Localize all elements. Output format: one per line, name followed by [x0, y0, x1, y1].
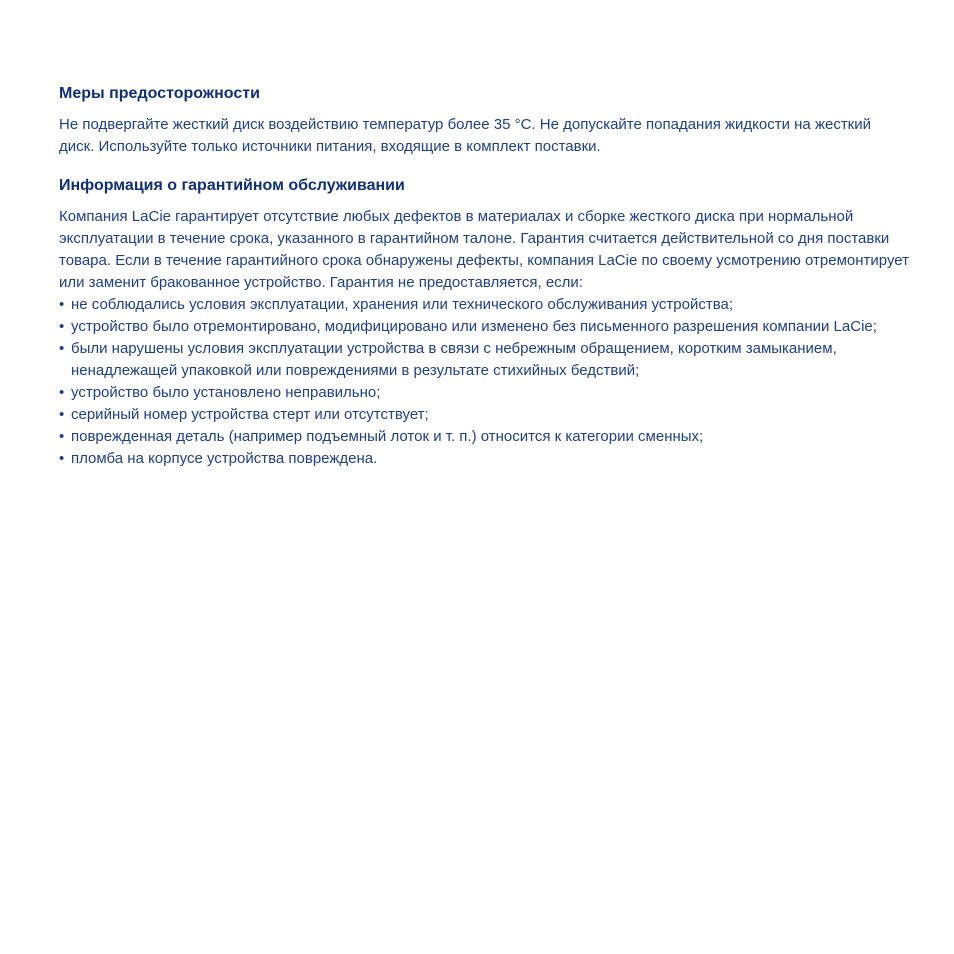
- precautions-heading: Меры предосторожности: [59, 85, 260, 102]
- list-item-text: серийный номер устройства стерт или отсутствует;: [71, 406, 429, 423]
- list-item-text: поврежденная деталь (например подъемный лоток и т. п.) относится к категории сменных;: [71, 428, 704, 445]
- precautions-text: Не подвергайте жесткий диск воздействию температур более 35 °C. Не допускайте попадания жидкости на жесткий диск. Используйте только источники питания, входящие в комплект поставки.: [59, 116, 872, 155]
- list-item-text: были нарушены условия эксплуатации устройства в связи с небрежным обращением, коротким замыканием, ненадлежащей упаковкой или повреждениями в результате стихийных бедствий;: [71, 340, 837, 379]
- document-content: [59, 82, 909, 470]
- list-item-text: устройство было отремонтировано, модифицировано или изменено без письменного разрешения компании LaCie;: [71, 318, 877, 335]
- warranty-exclusions-list: [59, 294, 909, 470]
- bullet: •: [59, 318, 65, 335]
- warranty-heading: Информация о гарантийном обслуживании: [59, 177, 405, 194]
- list-item: [59, 382, 909, 404]
- list-item: [59, 426, 909, 448]
- list-item: [59, 404, 909, 426]
- list-item: [59, 294, 909, 316]
- list-item-text: пломба на корпусе устройства повреждена.: [71, 450, 378, 467]
- list-item: [59, 338, 909, 382]
- warranty-text: Компания LaCie гарантирует отсутствие любых дефектов в материалах и сборке жесткого диска при нормальной эксплуатации в течение срока, указанного в гарантийном талоне. Гарантия считается действительной со дня поставки товара. Если в течение гарантийного срока обнаружены дефекты, компания LaCie по своему усмотрению отремонтирует или заменит бракованное устройство. Гарантия не предоставляется, если:: [59, 208, 909, 291]
- list-item: [59, 316, 909, 338]
- bullet: •: [59, 384, 65, 401]
- bullet: •: [59, 340, 65, 357]
- bullet: •: [59, 406, 65, 423]
- list-item-text: не соблюдались условия эксплуатации, хранения или технического обслуживания устройства;: [71, 296, 734, 313]
- bullet: •: [59, 296, 65, 313]
- list-item-text: устройство было установлено неправильно;: [71, 384, 381, 401]
- list-item: [59, 448, 909, 470]
- bullet: •: [59, 450, 65, 467]
- bullet: •: [59, 428, 65, 445]
